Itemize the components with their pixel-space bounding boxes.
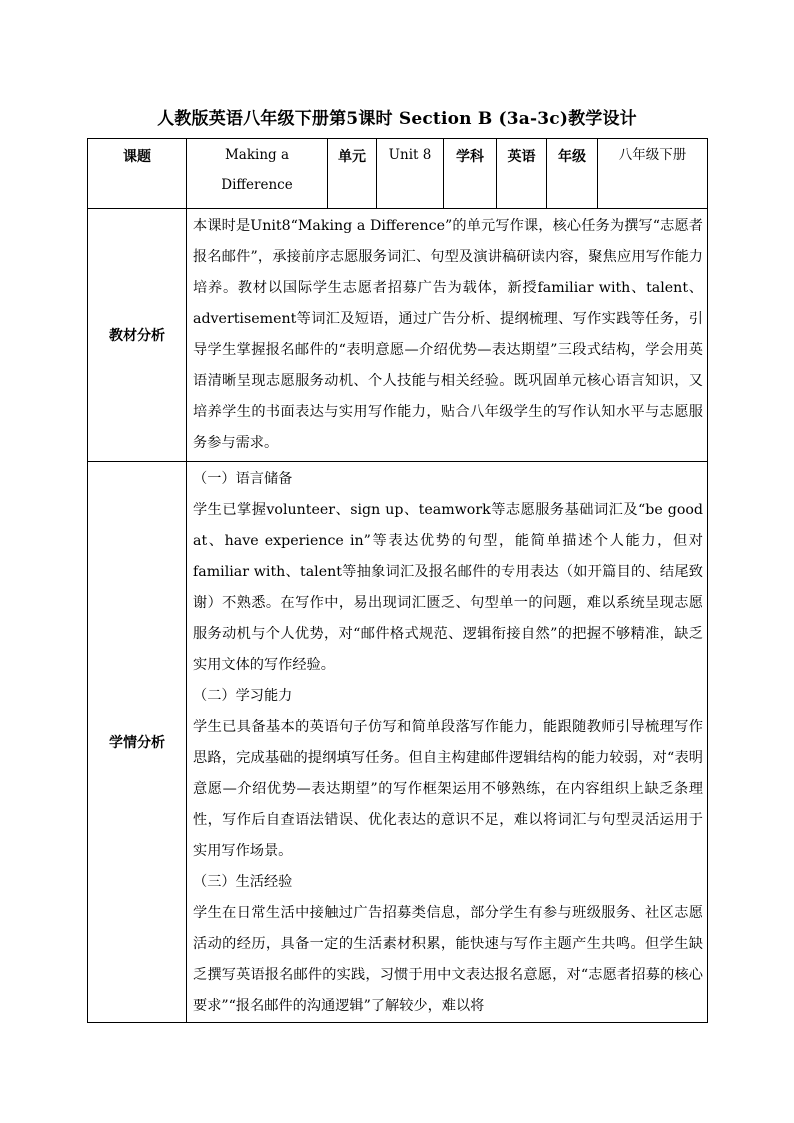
language-reserve-heading: （一）语言储备 [193,471,293,487]
subject-value: 英语 [497,139,547,209]
topic-line-2: Difference [221,177,293,193]
student-analysis-label: 学情分析 [88,462,187,1023]
grade-label: 年级 [547,139,598,209]
unit-value: Unit 8 [377,139,444,209]
student-analysis-content [187,462,708,1023]
grade-value: 八年级下册 [598,139,708,209]
life-experience-heading: （三）生活经验 [193,874,293,890]
textbook-analysis-text: 本课时是Unit8“Making a Difference”的单元写作课，核心任务为撰写“志愿者报名邮件”，承接前序志愿服务词汇、句型及演讲稿研读内容，聚焦应用写作能力培养。教材以国际学生志愿者招募广告为载体，新授familiar with、talent、advertisement等词汇及短语，通过广告分析、提纲梳理、写作实践等任务，引导学生掌握报名邮件的“表明意愿—介绍优势—表达期望”三段式结构，学会用英语清晰呈现志愿服务动机、个人技能与相关经验。既巩固单元核心语言知识，又培养学生的书面表达与实用写作能力，贴合八年级学生的写作认知水平与志愿服务参与需求。 [193,218,703,451]
topic-value [187,139,328,209]
topic-line-1: Making a [224,147,290,163]
topic-label: 课题 [88,139,187,209]
subject-label: 学科 [444,139,497,209]
lesson-plan-table [87,138,708,1023]
document-title: 人教版英语八年级下册第5课时 Section B (3a-3c)教学设计 [157,109,637,129]
learning-ability-text: 学生已具备基本的英语句子仿写和简单段落写作能力，能跟随教师引导梳理写作思路，完成基础的提纲填写任务。但自主构建邮件逻辑结构的能力较弱，对“表明意愿—介绍优势—表达期望”的写作框架运用不够熟练，在内容组织上缺乏条理性，写作后自查语法错误、优化表达的意识不足，难以将词汇与句型灵活运用于实用写作场景。 [193,719,703,859]
textbook-analysis-label: 教材分析 [88,209,187,462]
header-row [88,139,708,209]
language-reserve-text: 学生已掌握volunteer、sign up、teamwork等志愿服务基础词汇及“be good at、have experience in”等表达优势的句型，能简单描述个人能力，但对familiar with、talent等抽象词汇及报名邮件的专用表达（如开篇目的、结尾致谢）不熟悉。在写作中，易出现词汇匮乏、句型单一的问题，难以系统呈现志愿服务动机与个人优势，对“邮件格式规范、逻辑衔接自然”的把握不够精准，缺乏实用文体的写作经验。 [193,502,703,673]
learning-ability-heading: （二）学习能力 [193,688,293,704]
textbook-analysis-row [88,209,708,462]
unit-label: 单元 [328,139,377,209]
textbook-analysis-content [187,209,708,462]
life-experience-text: 学生在日常生活中接触过广告招募类信息，部分学生有参与班级服务、社区志愿活动的经历，具备一定的生活素材积累，能快速与写作主题产生共鸣。但学生缺乏撰写英语报名邮件的实践，习惯于用中文表达报名意愿，对“志愿者招募的核心要求”“报名邮件的沟通逻辑”了解较少，难以将 [193,905,703,1014]
student-analysis-row [88,462,708,1023]
